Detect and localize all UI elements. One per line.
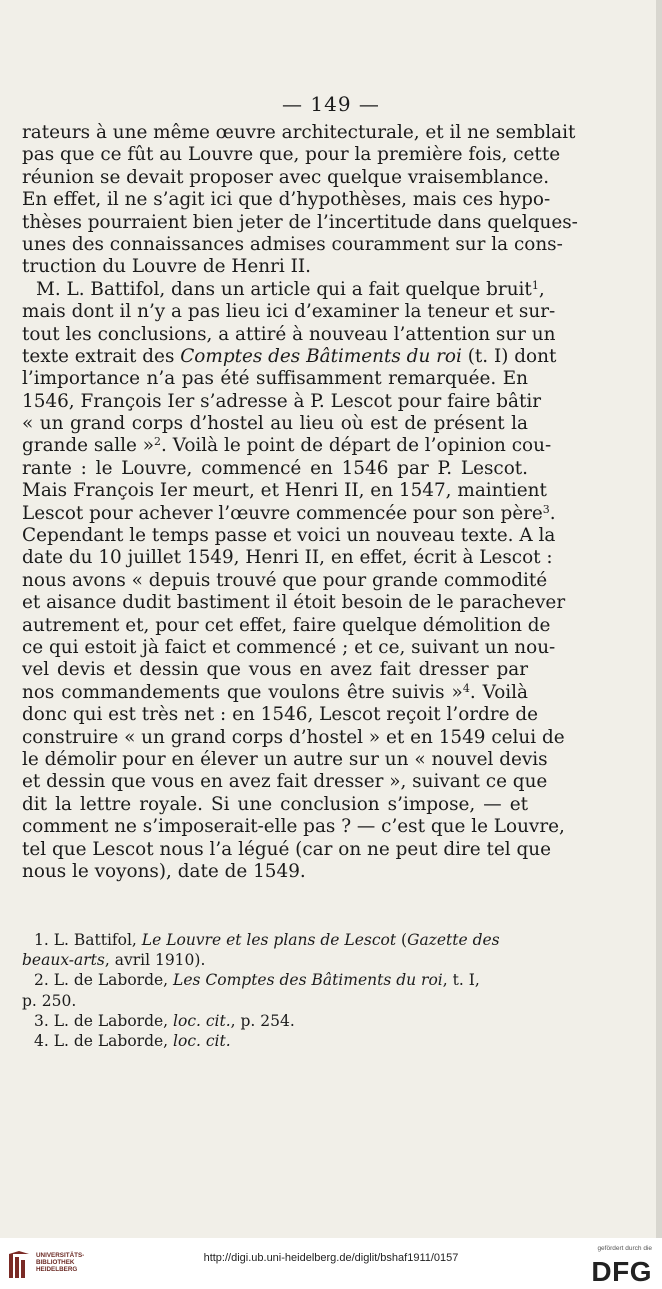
library-name-line: HEIDELBERG [36, 1266, 78, 1273]
text-run: grande salle » [22, 435, 155, 457]
funding-note: gefördert durch die [597, 1245, 652, 1252]
text-line [22, 794, 528, 816]
text-run: autrement et, pour cet effet, faire quelque démolition de [22, 614, 551, 636]
text-line [22, 592, 566, 614]
text-line [22, 480, 547, 502]
text-run: mais dont il n’y a pas lieu ici d’examiner la teneur et sur- [22, 301, 556, 323]
text-run: thèses pourraient bien jeter de l’incertitude dans quelques- [22, 211, 578, 233]
text-run: nous avons « depuis trouvé que pour grande commodité [22, 569, 548, 591]
text-line [22, 547, 553, 569]
text-run: rante : le Louvre, commencé en 1546 par P. Lescot. [22, 457, 528, 479]
text-line [22, 413, 528, 435]
text-line [22, 771, 548, 793]
text-line [22, 704, 539, 726]
library-name-line: BIBLIOTHEK [36, 1259, 75, 1266]
text-run: 1. L. Battifol, [34, 931, 142, 949]
footnote [22, 1031, 528, 1051]
footnote [22, 991, 528, 1011]
text-run: tout les conclusions, a attiré à nouveau l’attention sur un [22, 323, 556, 345]
text-run: , p. 254. [230, 1011, 295, 1030]
text-run: (t. I) dont [461, 345, 557, 367]
text-run: truction du Louvre de Henri II. [22, 256, 312, 278]
footnote-ref[interactable]: 3 [542, 502, 550, 516]
text-line [22, 726, 565, 749]
italic-text: Gazette des [407, 931, 500, 949]
italic-text: loc. cit. [173, 1032, 231, 1051]
dfg-logo: DFG [591, 1256, 652, 1287]
italic-text: Les Comptes des Bâtiments du roi [173, 971, 443, 990]
text-run: , [538, 278, 545, 300]
text-run: ( [396, 931, 408, 949]
text-run: tel que Lescot nous l’a légué (car on ne peut dire tel que [22, 838, 552, 860]
text-run: et dessin que vous en avez fait dresser », suivant ce que [22, 771, 548, 793]
page-number: — 149 — [282, 92, 380, 116]
text-line [22, 435, 552, 457]
text-run: et aisance dudit bastiment il étoit besoin de le parachever [22, 592, 566, 614]
italic-text: beaux-arts [22, 951, 105, 970]
text-run: comment ne s’imposerait-elle pas ? — c’est que le Louvre, [22, 816, 565, 838]
text-line [22, 345, 557, 368]
text-run: 3. L. de Laborde, [34, 1011, 174, 1030]
italic-text: Comptes des Bâtiments du roi [180, 345, 462, 367]
text-run: En effet, il ne s’agit ici que d’hypothèses, mais ces hypo- [22, 189, 551, 211]
library-name-line: UNIVERSITÄTS- [36, 1252, 85, 1259]
text-run: rateurs à une même œuvre architecturale, et il ne semblait [22, 122, 576, 143]
text-run: Cependant le temps passe et voici un nouveau texte. A la [22, 525, 556, 547]
text-run: . Voilà le point de départ de l’opinion cou- [161, 435, 552, 457]
text-line [22, 122, 576, 144]
text-line [22, 861, 528, 883]
text-line [22, 682, 528, 704]
text-run: l’importance n’a pas été suffisamment remarquée. En [22, 368, 528, 390]
text-run: , t. I, [442, 971, 480, 990]
text-run: dit la lettre royale. Si une conclusion s’impose, — et [22, 793, 528, 815]
text-run: le démolir pour en élever un autre sur un « nouvel devis [22, 748, 548, 770]
page-edge [656, 0, 662, 1238]
text-line [22, 323, 556, 346]
text-line [22, 233, 563, 256]
text-run: 2. L. de Laborde, [34, 971, 174, 990]
footnotes [22, 930, 528, 1051]
text-line [22, 838, 552, 861]
text-run: nous le voyons), date de 1549. [22, 860, 306, 882]
italic-text: Le Louvre et les plans de Lescot [141, 931, 397, 949]
text-line [22, 816, 565, 838]
text-run: p. 250. [22, 991, 77, 1010]
text-run: . Voilà [469, 681, 528, 703]
permalink-url[interactable]: http://digi.ub.uni-heidelberg.de/diglit/bshaf1911/0157 [203, 1252, 459, 1264]
text-line [22, 569, 548, 592]
footnote [22, 970, 528, 990]
text-run: donc qui est très net : en 1546, Lescot reçoit l’ordre de [22, 704, 539, 726]
text-line [22, 659, 528, 681]
text-run: Lescot pour achever l’œuvre commencée pour son père [22, 502, 543, 524]
text-run: 1546, François Ier s’adresse à P. Lescot pour faire bâtir [22, 390, 542, 412]
text-run: ce qui estoit jà faict et commencé ; et ce, suivant un nou- [22, 636, 556, 658]
footnote [22, 950, 528, 970]
text-run: construire « un grand corps d’hostel » et en 1549 celui de [22, 726, 565, 748]
text-line [22, 166, 550, 189]
text-run: nos commandements que voulons être suivis » [22, 681, 463, 703]
text-run: M. L. Battifol, dans un article qui a fait quelque bruit [36, 278, 532, 300]
text-run: Mais François Ier meurt, et Henri II, en 1547, maintient [22, 480, 547, 502]
footnote [22, 1011, 528, 1031]
text-line [22, 301, 556, 323]
text-line [22, 144, 561, 166]
text-line [22, 390, 542, 413]
text-run: 4. L. de Laborde, [34, 1032, 174, 1051]
text-line [22, 368, 528, 390]
footnote-ref[interactable]: 1 [531, 278, 539, 292]
footnote-ref[interactable]: 4 [462, 681, 470, 695]
text-run: réunion se devait proposer avec quelque vraisemblance. [22, 166, 550, 188]
body-text [22, 122, 578, 883]
text-line [22, 525, 556, 547]
text-run: , avril 1910). [104, 951, 206, 970]
text-line [22, 211, 578, 234]
text-line [22, 748, 548, 771]
italic-text: loc. cit. [173, 1011, 231, 1030]
footnote-ref[interactable]: 2 [154, 435, 162, 449]
text-line [22, 636, 556, 659]
text-run: texte extrait des [22, 345, 181, 367]
text-line [22, 278, 545, 301]
text-run: « un grand corps d’hostel au lieu où est de présent la [22, 413, 528, 435]
text-line [22, 256, 528, 278]
text-run: vel devis et dessin que vous en avez fait dresser par [22, 659, 528, 681]
text-line [22, 502, 556, 525]
text-line [22, 614, 551, 637]
text-run: unes des connaissances admises couramment sur la cons- [22, 233, 563, 255]
text-run: pas que ce fût au Louvre que, pour la première fois, cette [22, 144, 561, 166]
text-line [22, 189, 551, 211]
footnote [22, 930, 528, 950]
text-line [22, 458, 528, 480]
text-run: date du 10 juillet 1549, Henri II, en effet, écrit à Lescot : [22, 547, 553, 569]
text-run: . [549, 502, 556, 524]
